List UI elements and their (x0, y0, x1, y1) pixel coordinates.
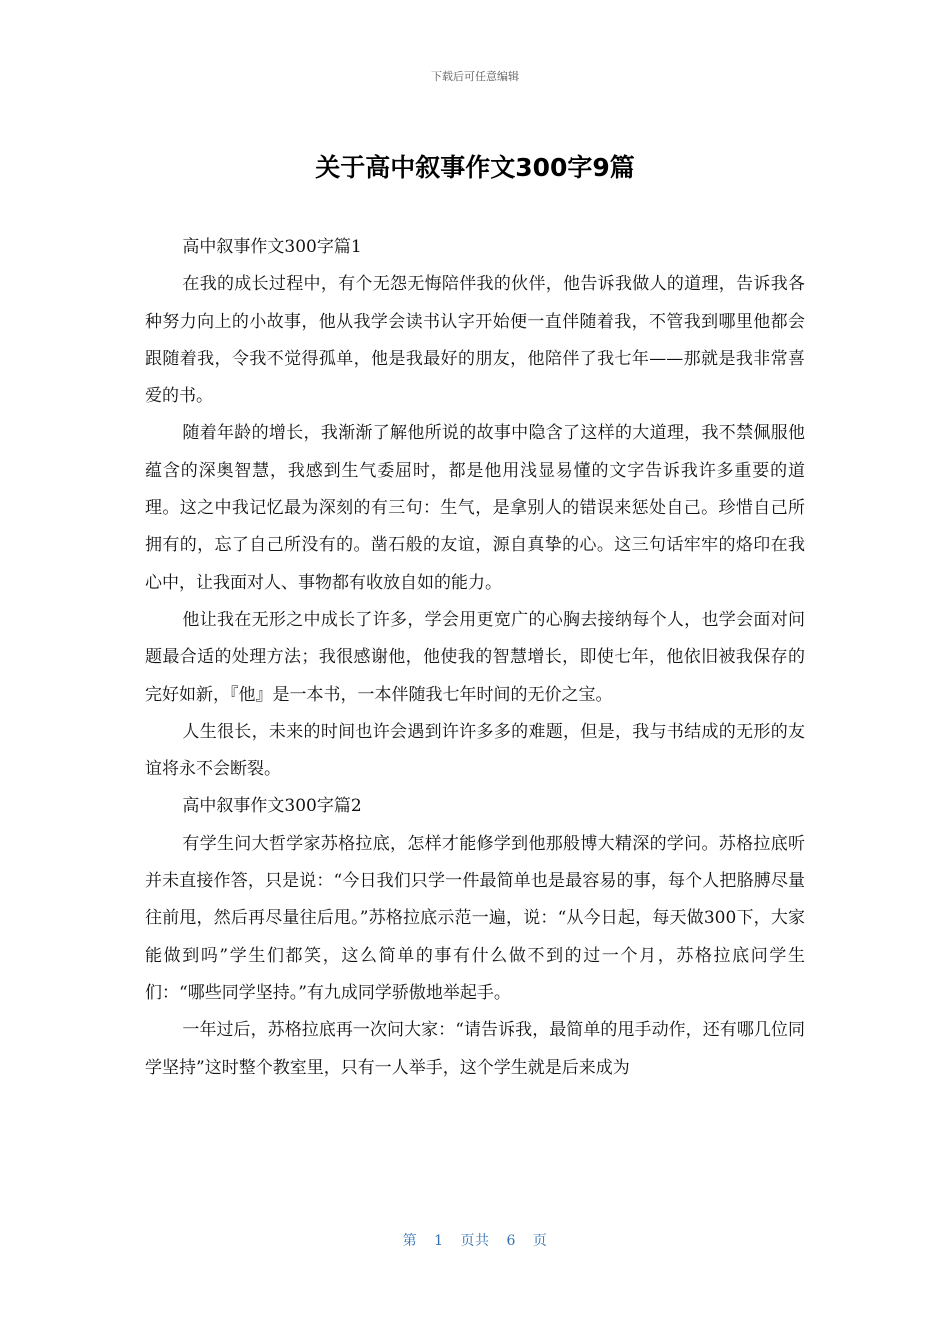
paragraph: 人生很长，未来的时间也许会遇到许许多多的难题，但是，我与书结成的无形的友谊将永不会断裂。 (145, 721, 805, 780)
paragraph: 有学生问大哲学家苏格拉底，怎样才能修学到他那般博大精深的学问。苏格拉底听并未直接作答，只是说：“今日我们只学一件最简单也是最容易的事，每个人把胳膊尽量往前甩，然后再尽量往后甩。”苏格拉底示范一遍，说：“从今日起，每天做300下，大家能做到吗”学生们都笑，这么简单的事有什么做不到的过一个月，苏格拉底问学生们：“哪些同学坚持。”有九成同学骄傲地举起手。 (145, 833, 805, 1003)
document-body (145, 229, 805, 1087)
paragraph: 他让我在无形之中成长了许多，学会用更宽广的心胸去接纳每个人，也学会面对问题最合适的处理方法；我很感谢他，他使我的智慧增长，即使七年，他依旧被我保存的完好如新，『他』是一本书，一本伴随我七年时间的无价之宝。 (145, 609, 805, 705)
header-note: 下载后可任意编辑 (431, 70, 519, 83)
section-heading: 高中叙事作文300字篇1 (182, 237, 362, 257)
paragraph: 在我的成长过程中，有个无怨无悔陪伴我的伙伴，他告诉我做人的道理，告诉我各种努力向上的小故事，他从我学会读书认字开始便一直伴随着我，不管我到哪里他都会跟随着我，令我不觉得孤单，他是我最好的朋友，他陪伴了我七年——那就是我非常喜爱的书。 (145, 274, 805, 407)
footer-text: 页 (532, 1233, 548, 1249)
section-heading: 高中叙事作文300字篇2 (182, 796, 362, 817)
paragraph: 一年过后，苏格拉底再一次问大家：“请告诉我，最简单的甩手动作，还有哪几位同学坚持”这时整个教室里，只有一人举手，这个学生就是后来成为 (145, 1020, 805, 1078)
paragraph: 随着年龄的增长，我渐渐了解他所说的故事中隐含了这样的大道理，我不禁佩服他蕴含的深奥智慧，我感到生气委屈时，都是他用浅显易懂的文字告诉我许多重要的道理。这之中我记忆最为深刻的有三句：生气，是拿别人的错误来惩处自己。珍惜自己所拥有的，忘了自己所没有的。凿石般的友谊，源自真挚的心。这三句话牢牢的烙印在我心中，让我面对人、事物都有收放自如的能力。 (145, 423, 805, 593)
document-title: 关于高中叙事作文300字9篇 (315, 153, 635, 182)
page-footer (0, 1230, 950, 1250)
total-page-number: 6 (506, 1233, 516, 1249)
current-page-number: 1 (434, 1233, 444, 1249)
footer-text: 页共 (460, 1233, 490, 1249)
footer-text: 第 (402, 1233, 418, 1249)
